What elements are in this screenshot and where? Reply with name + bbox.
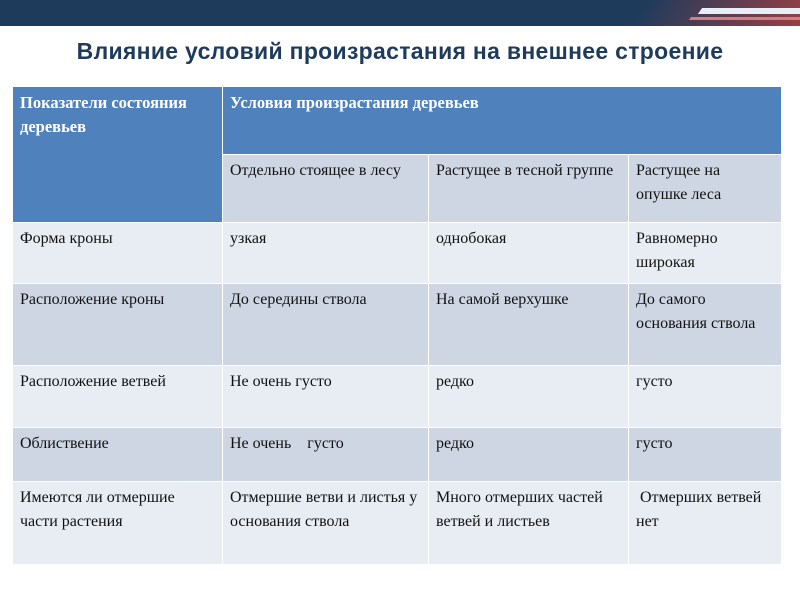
table-cell: густо bbox=[629, 428, 782, 482]
table-cell: Не очень густо bbox=[223, 366, 429, 428]
table-cell: Отмершие ветви и листья у основания ствола bbox=[223, 482, 429, 565]
table-cell: Равномерно широкая bbox=[629, 223, 782, 284]
table-row bbox=[13, 428, 782, 482]
table-cell: До середины ствола bbox=[223, 284, 429, 366]
row-label: Имеются ли отмершие части растения bbox=[13, 482, 223, 565]
condition-dense-group: Растущее в тесной группе bbox=[429, 155, 629, 223]
condition-forest-edge: Растущее на опушке леса bbox=[629, 155, 782, 223]
table-cell: узкая bbox=[223, 223, 429, 284]
table-row bbox=[13, 482, 782, 565]
table-cell: Отмерших ветвей нет bbox=[629, 482, 782, 565]
tree-conditions-table bbox=[12, 86, 782, 565]
table-cell: густо bbox=[629, 366, 782, 428]
header-conditions: Условия произрастания деревьев bbox=[223, 87, 782, 155]
condition-solitary: Отдельно стоящее в лесу bbox=[223, 155, 429, 223]
table-cell: На самой верхушке bbox=[429, 284, 629, 366]
table-row bbox=[13, 284, 782, 366]
table-row bbox=[13, 366, 782, 428]
table-cell: Не очень густо bbox=[223, 428, 429, 482]
row-label: Расположение кроны bbox=[13, 284, 223, 366]
stripe-pink bbox=[689, 17, 800, 20]
stripe-white bbox=[698, 8, 800, 14]
table-cell: однобокая bbox=[429, 223, 629, 284]
header-indicators: Показатели состояния деревьев bbox=[13, 87, 223, 223]
row-label: Форма кроны bbox=[13, 223, 223, 284]
slide-title: Влияние условий произрастания на внешнее строение bbox=[76, 38, 724, 64]
table-row bbox=[13, 223, 782, 284]
table-cell: редко bbox=[429, 428, 629, 482]
decorative-stripes bbox=[0, 0, 800, 26]
row-label: Облиствение bbox=[13, 428, 223, 482]
table-cell: редко bbox=[429, 366, 629, 428]
table-cell: До самого основания ствола bbox=[629, 284, 782, 366]
table-cell: Много отмерших частей ветвей и листьев bbox=[429, 482, 629, 565]
row-label: Расположение ветвей bbox=[13, 366, 223, 428]
